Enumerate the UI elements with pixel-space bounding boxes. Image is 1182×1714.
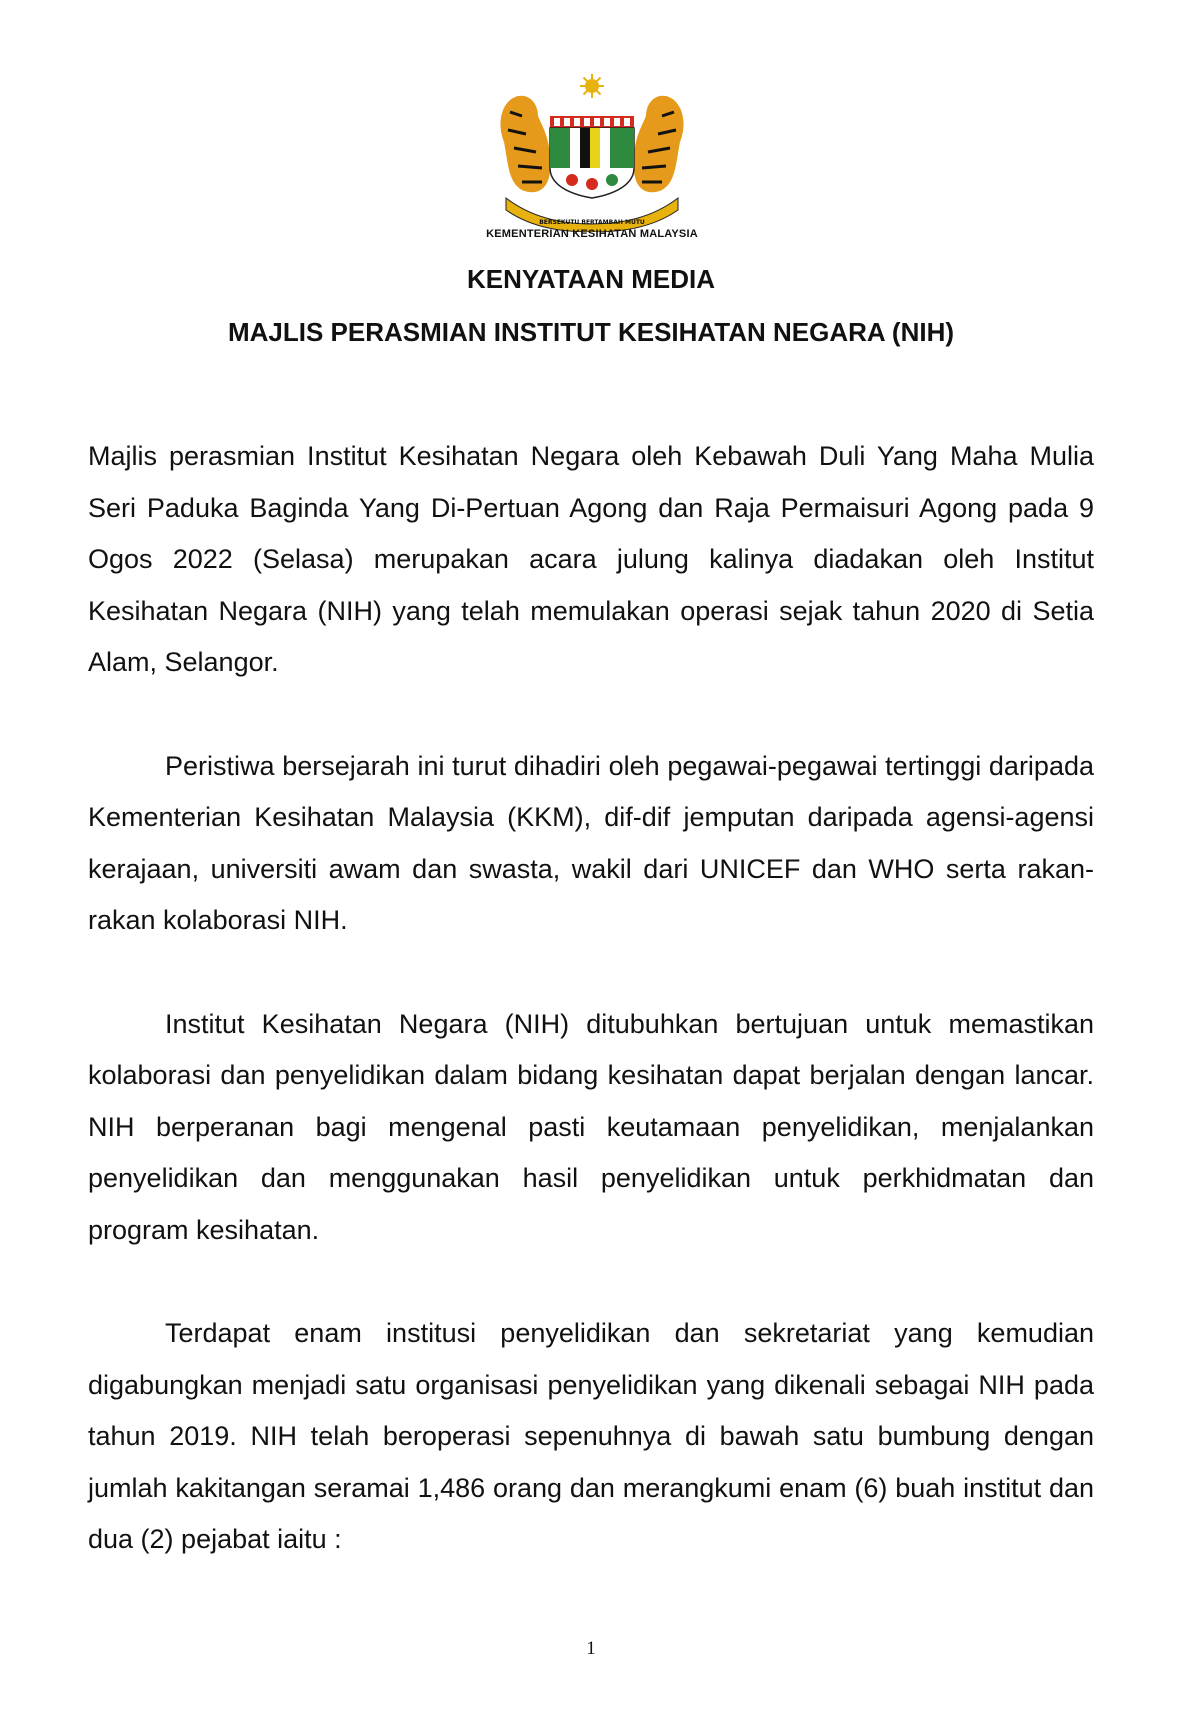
- paragraph-4: Terdapat enam institusi penyelidikan dan sekretariat yang kemudian digabungkan menjadi satu organisasi penyelidikan yang dikenali sebagai NIH pada tahun 2019. NIH telah beroperasi sepenuhnya di bawah satu bumbung dengan jumlah kakitangan seramai 1,486 orang dan merangkumi enam (6) buah institut dan dua (2) pejabat iaitu :: [88, 1318, 1094, 1554]
- paragraph-2: Peristiwa bersejarah ini turut dihadiri oleh pegawai-pegawai tertinggi daripada Kementerian Kesihatan Malaysia (KKM), dif-dif jemputan daripada agensi-agensi kerajaan, universiti awam dan swasta, wakil dari UNICEF dan WHO serta rakan-rakan kolaborasi NIH.: [88, 750, 1094, 935]
- document-body: [88, 431, 1094, 1618]
- ministry-name: KEMENTERIAN KESIHATAN MALAYSIA: [486, 228, 698, 240]
- document-title: KENYATAAN MEDIA: [467, 264, 715, 294]
- coat-of-arms-graphic: [492, 72, 692, 232]
- crest-motto: BERSEKUTU BERTAMBAH MUTU: [539, 219, 645, 226]
- malaysia-coat-of-arms-icon: [492, 72, 692, 248]
- paragraph-1: Majlis perasmian Institut Kesihatan Negara oleh Kebawah Duli Yang Maha Mulia Seri Paduka Baginda Yang Di-Pertuan Agong dan Raja Permaisuri Agong pada 9 Ogos 2022 (Selasa) merupakan acara julung kalinya diadakan oleh Institut Kesihatan Negara (NIH) yang telah memulakan operasi sejak tahun 2020 di Setia Alam, Selangor.: [88, 441, 1094, 677]
- document-subtitle: MAJLIS PERASMIAN INSTITUT KESIHATAN NEGARA (NIH): [227, 317, 955, 347]
- page-number: 1: [586, 1638, 596, 1659]
- paragraph-3: Institut Kesihatan Negara (NIH) ditubuhkan bertujuan untuk memastikan kolaborasi dan penyelidikan dalam bidang kesihatan dapat berjalan dengan lancar. NIH berperanan bagi mengenal pasti keutamaan penyelidikan, menjalankan penyelidikan dan menggunakan hasil penyelidikan untuk perkhidmatan dan program kesihatan.: [88, 1008, 1094, 1245]
